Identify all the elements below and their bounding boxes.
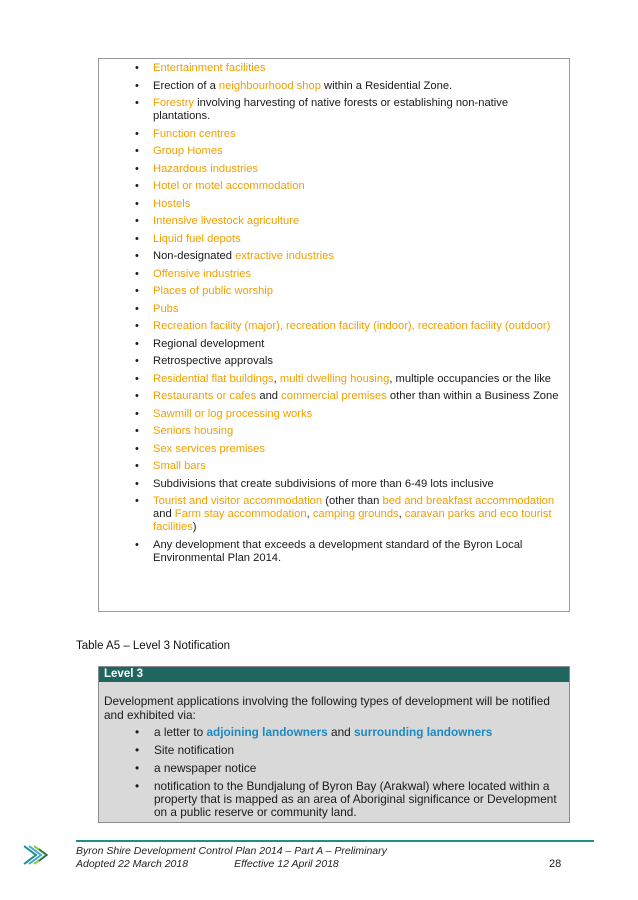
item-text: a letter to — [154, 725, 207, 739]
bullet-icon: • — [135, 302, 139, 315]
list-item — [99, 780, 569, 819]
footer-adopted: Adopted 22 March 2018 — [76, 858, 189, 870]
bullet-icon: • — [135, 337, 139, 350]
bullet-icon: • — [135, 127, 139, 140]
item-text: a newspaper notice — [154, 761, 257, 775]
list-item — [99, 539, 569, 565]
bullet-icon: • — [135, 180, 139, 192]
footer-effective: Effective 12 April 2018 — [234, 858, 339, 870]
item-text: Regional development — [153, 337, 265, 350]
item-text: Subdivisions that create subdivisions of more than 6-49 lots inclusive — [153, 477, 494, 490]
bullet-icon: • — [135, 215, 139, 227]
list-item — [99, 355, 569, 368]
highlighted-term[interactable]: bed and breakfast accommodation — [382, 495, 555, 507]
list-item — [99, 744, 569, 757]
highlighted-term[interactable]: Hazardous industries — [153, 162, 259, 175]
highlighted-term[interactable]: Seniors housing — [153, 425, 234, 437]
item-text: within a Residential Zone. — [320, 79, 453, 92]
footer-title: Byron Shire Development Control Plan 2014 – Part A – Preliminary — [76, 845, 387, 857]
item-text: ) — [192, 521, 197, 533]
highlighted-term[interactable]: multi dwelling housing — [279, 372, 390, 385]
item-text: notification to the Bundjalung of Byron Bay (Arakwal) where located within a property that is mapped as an area of Aboriginal significance or Development on a public reserve or community land. — [154, 779, 557, 819]
item-text: involving harvesting of native forests or establishing non-native plantations. — [153, 97, 509, 122]
highlighted-term[interactable]: Pubs — [153, 302, 179, 315]
bullet-icon: • — [135, 267, 139, 280]
bullet-icon: • — [135, 162, 139, 175]
bullet-icon: • — [135, 538, 139, 551]
bullet-icon: • — [135, 495, 139, 507]
highlighted-term[interactable]: neighbourhood shop — [218, 79, 321, 92]
item-text: and — [153, 508, 175, 520]
bullet-icon: • — [135, 62, 139, 74]
list-item — [99, 180, 569, 193]
highlighted-term[interactable]: Tourist and visitor accommodation — [153, 495, 323, 507]
highlighted-term[interactable]: Farm stay accommodation — [174, 508, 307, 520]
item-text: Non-designated — [153, 250, 236, 262]
list-item — [99, 303, 569, 316]
list-item — [99, 762, 569, 775]
bullet-icon: • — [135, 779, 140, 793]
list-item — [99, 97, 569, 123]
list-item — [99, 495, 569, 534]
list-item — [99, 215, 569, 228]
list-item — [99, 460, 569, 473]
highlighted-term[interactable]: Places of public worship — [153, 285, 274, 297]
list-item — [99, 425, 569, 438]
item-text: Site notification — [154, 743, 235, 757]
item-text: Retrospective approvals — [153, 355, 274, 367]
bullet-icon: • — [135, 477, 139, 490]
bullet-icon: • — [135, 232, 139, 245]
bullet-icon: • — [135, 320, 139, 332]
page-number: 28 — [549, 858, 562, 870]
bullet-icon: • — [135, 79, 139, 92]
bullet-icon: • — [135, 250, 139, 262]
list-item — [99, 250, 569, 263]
highlighted-term[interactable]: adjoining landowners — [206, 725, 328, 739]
level3-intro: Development applications involving the following types of development will be notified and exhibited via: — [104, 694, 550, 722]
list-item — [99, 390, 569, 403]
item-text: , — [273, 372, 280, 385]
notification-methods-list — [99, 726, 569, 824]
item-text: (other than — [322, 495, 383, 507]
highlighted-term[interactable]: Function centres — [153, 127, 236, 140]
list-item — [99, 320, 569, 333]
item-text: and — [256, 390, 282, 402]
bullet-icon: • — [135, 197, 139, 210]
item-text: , multiple occupancies or the like — [389, 372, 552, 385]
highlighted-term[interactable]: Small bars — [153, 460, 206, 472]
item-text: Erection of a — [153, 79, 219, 92]
list-item — [99, 443, 569, 456]
highlighted-term[interactable]: Hostels — [153, 197, 191, 210]
highlighted-term[interactable]: Sex services premises — [153, 442, 265, 455]
highlighted-term[interactable]: extractive industries — [235, 250, 334, 262]
list-item — [99, 62, 569, 75]
byron-shire-logo — [22, 840, 52, 870]
table-caption: Table A5 – Level 3 Notification — [76, 640, 231, 652]
footer-rule — [76, 840, 594, 842]
list-item — [99, 128, 569, 141]
bullet-icon: • — [135, 285, 139, 297]
list-item — [99, 145, 569, 158]
bullet-icon: • — [135, 97, 139, 109]
highlighted-term[interactable]: Recreation facility (major), recreation facility (indoor), recreation facility (outdoor) — [153, 320, 551, 332]
highlighted-term[interactable]: Restaurants or cafes — [153, 390, 257, 402]
list-item — [99, 338, 569, 351]
highlighted-term[interactable]: Entertainment facilities — [153, 62, 266, 74]
list-item — [99, 373, 569, 386]
highlighted-term[interactable]: Hotel or motel accommodation — [153, 180, 305, 192]
highlighted-term[interactable]: Liquid fuel depots — [153, 232, 241, 245]
bullet-icon: • — [135, 761, 140, 775]
highlighted-term[interactable]: camping grounds — [312, 508, 399, 520]
item-text: other than within a Business Zone — [386, 390, 559, 402]
highlighted-term[interactable]: Intensive livestock agriculture — [153, 215, 300, 227]
bullet-icon: • — [135, 355, 139, 367]
list-item — [99, 478, 569, 491]
level3-header: Level 3 — [99, 667, 569, 682]
highlighted-term[interactable]: Group Homes — [153, 145, 223, 157]
item-text: , — [398, 508, 405, 520]
footer — [76, 845, 387, 871]
continued-table — [98, 58, 570, 612]
highlighted-term[interactable]: Offensive industries — [153, 267, 252, 280]
item-text: Any development that exceeds a development standard of the Byron Local Environmental Plan 2014. — [153, 538, 523, 564]
level3-table — [98, 666, 570, 823]
bullet-icon: • — [135, 407, 139, 420]
item-text: , — [306, 508, 313, 520]
item-text: and — [327, 725, 354, 739]
list-item — [99, 726, 569, 739]
bullet-icon: • — [135, 145, 139, 157]
list-item — [99, 233, 569, 246]
highlighted-term[interactable]: Forestry — [153, 97, 195, 109]
highlighted-term[interactable]: Sawmill or log processing works — [153, 407, 313, 420]
bullet-icon: • — [135, 743, 140, 757]
highlighted-term[interactable]: Residential flat buildings — [153, 372, 274, 385]
list-item — [99, 198, 569, 211]
highlighted-term[interactable]: commercial premises — [281, 390, 387, 402]
bullet-icon: • — [135, 460, 139, 472]
bullet-icon: • — [135, 442, 139, 455]
bullet-icon: • — [135, 725, 140, 739]
list-item — [99, 268, 569, 281]
list-item — [99, 80, 569, 93]
bullet-icon: • — [135, 372, 139, 385]
highlighted-term[interactable]: caravan parks and eco tourist facilities — [153, 508, 552, 533]
development-types-list — [99, 62, 569, 569]
list-item — [99, 408, 569, 421]
highlighted-term[interactable]: surrounding landowners — [353, 725, 493, 739]
bullet-icon: • — [135, 425, 139, 437]
list-item — [99, 285, 569, 298]
bullet-icon: • — [135, 390, 139, 402]
list-item — [99, 163, 569, 176]
